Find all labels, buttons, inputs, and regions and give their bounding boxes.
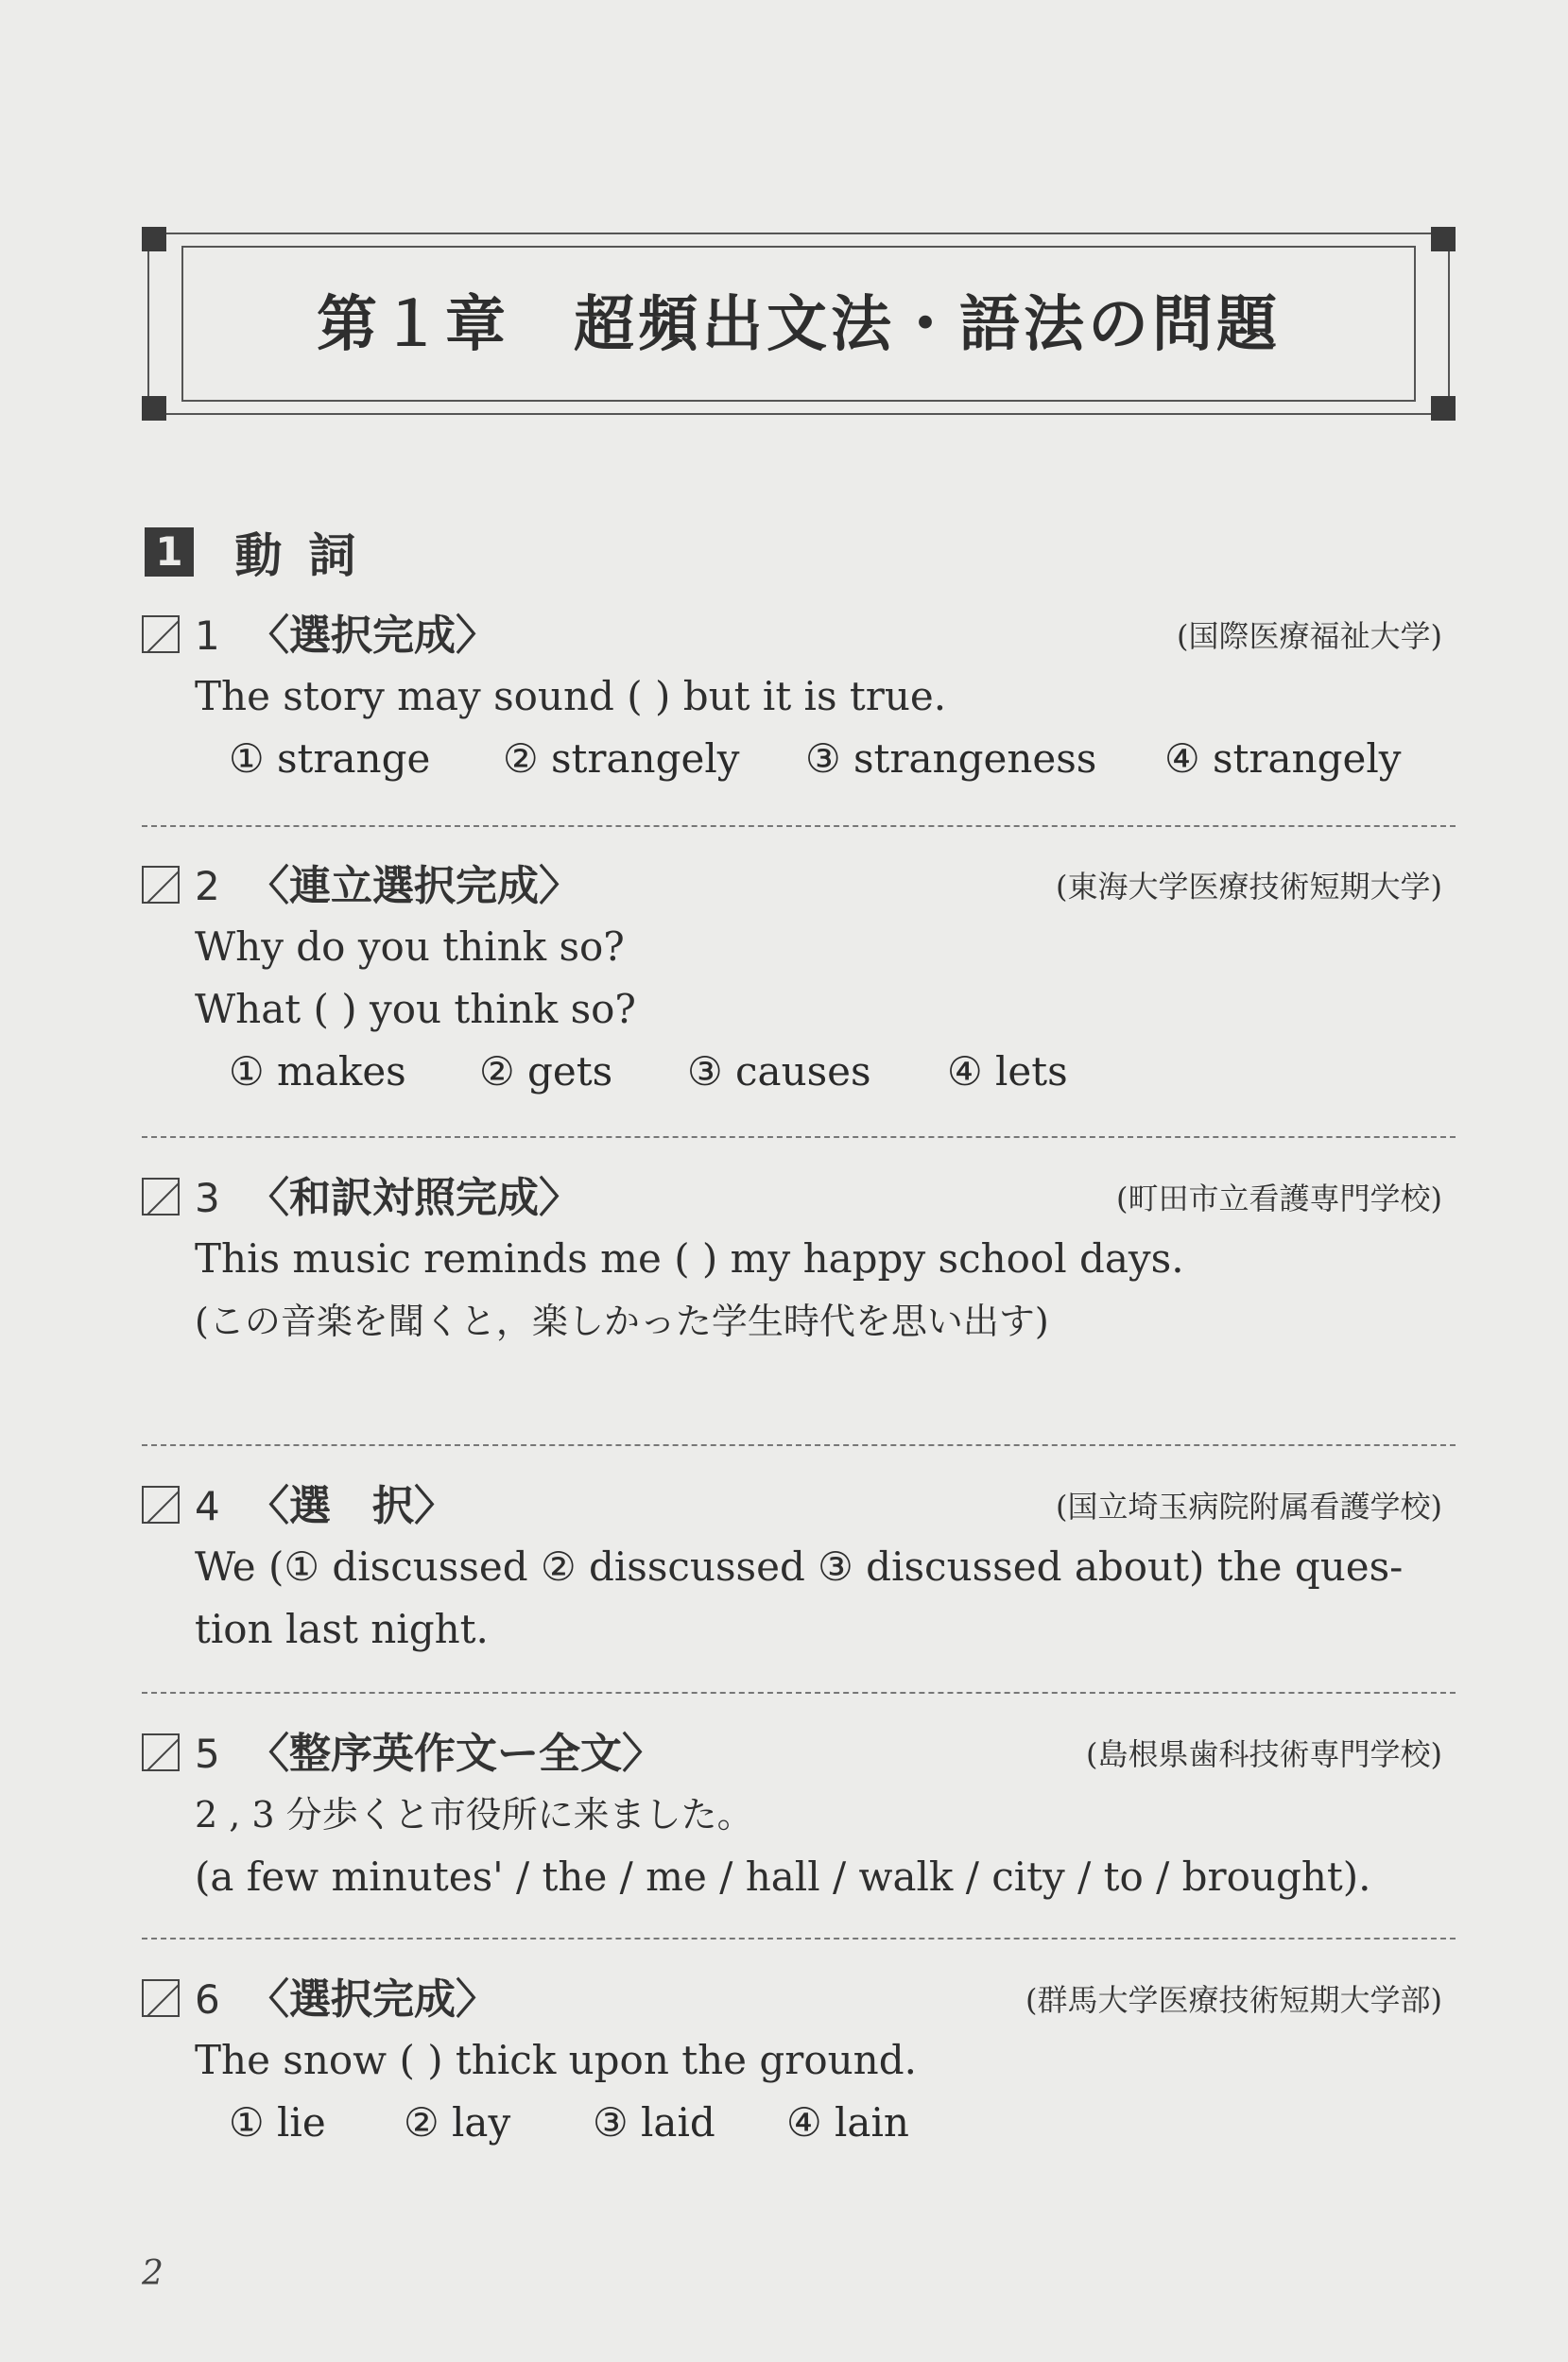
option-3[interactable]: ③ causes [687,1048,871,1095]
corner-square-tr [1431,227,1456,251]
question-type: 〈連立選択完成〉 [248,862,580,910]
question-source: (群馬大学医療技術短期大学部) [1025,1982,1442,2018]
question-type: 〈選択完成〉 [248,1975,497,2024]
question-source: (国立埼玉病院附属看護学校) [1056,1489,1442,1525]
checkbox-icon[interactable] [142,1178,180,1215]
question-6 [142,1974,1456,2146]
chapter-title: 第１章 超頻出文法・語法の問題 [317,290,1281,360]
option-2[interactable]: ② strangely [503,735,740,782]
question-text: This music reminds me ( ) my happy school days. [195,1235,1184,1282]
question-1 [142,610,1456,782]
divider [142,825,1456,827]
option-4[interactable]: ④ lain [786,2099,909,2146]
checkbox-icon[interactable] [142,1486,180,1524]
question-text: We (① discussed ② disscussed ③ discussed about) the ques- [195,1543,1404,1590]
section-number: 1 [145,527,194,577]
checkbox-icon[interactable] [142,1979,180,2017]
option-2[interactable]: ② lay [404,2099,511,2146]
question-number: 5 [195,1731,220,1777]
corner-square-br [1431,396,1456,421]
question-text: What ( ) you think so? [195,986,636,1032]
chapter-title-box [142,227,1456,421]
question-3 [142,1172,1456,1342]
divider [142,1938,1456,1940]
page-number: 2 [142,2254,164,2293]
question-type: 〈整序英作文ー全文〉 [248,1730,663,1778]
question-source: (島根県歯科技術専門学校) [1086,1736,1442,1772]
checkbox-icon[interactable] [142,615,180,653]
question-type: 〈和訳対照完成〉 [248,1174,580,1222]
question-4 [142,1480,1456,1652]
question-source: (町田市立看護専門学校) [1116,1181,1442,1216]
question-translation: (この音楽を聞くと，楽しかった学生時代を思い出す) [195,1301,1049,1342]
question-5 [142,1728,1456,1900]
divider [142,1136,1456,1138]
question-number: 1 [195,612,220,659]
option-4[interactable]: ④ lets [947,1048,1068,1095]
section-heading [145,518,383,583]
question-text: Why do you think so? [195,923,625,970]
divider [142,1692,1456,1694]
option-1[interactable]: ① lie [229,2099,326,2146]
section-title: 動詞 [234,528,383,583]
question-text: (a few minutes' / the / me / hall / walk / city / to / brought). [195,1853,1371,1900]
option-3[interactable]: ③ strangeness [805,735,1097,782]
option-1[interactable]: ① strange [229,735,431,782]
question-2 [142,860,1456,1095]
checkbox-icon[interactable] [142,866,180,904]
question-type: 〈選 択〉 [248,1482,456,1530]
question-source: (国際医療福祉大学) [1177,618,1442,654]
question-text: The story may sound ( ) but it is true. [195,673,947,719]
option-4[interactable]: ④ strangely [1164,735,1402,782]
question-text: tion last night. [195,1606,489,1652]
question-prompt: 2 , 3 分歩くと市役所に来ました。 [195,1794,753,1836]
question-text: The snow ( ) thick upon the ground. [195,2037,917,2083]
checkbox-icon[interactable] [142,1733,180,1771]
question-type: 〈選択完成〉 [248,612,497,660]
option-1[interactable]: ① makes [229,1048,406,1095]
option-2[interactable]: ② gets [479,1048,613,1095]
corner-square-bl [142,396,166,421]
corner-square-tl [142,227,166,251]
question-number: 4 [195,1483,220,1529]
question-number: 6 [195,1976,220,2023]
question-number: 2 [195,863,220,909]
option-3[interactable]: ③ laid [593,2099,715,2146]
question-number: 3 [195,1175,220,1221]
question-source: (東海大学医療技術短期大学) [1056,869,1442,905]
divider [142,1444,1456,1446]
